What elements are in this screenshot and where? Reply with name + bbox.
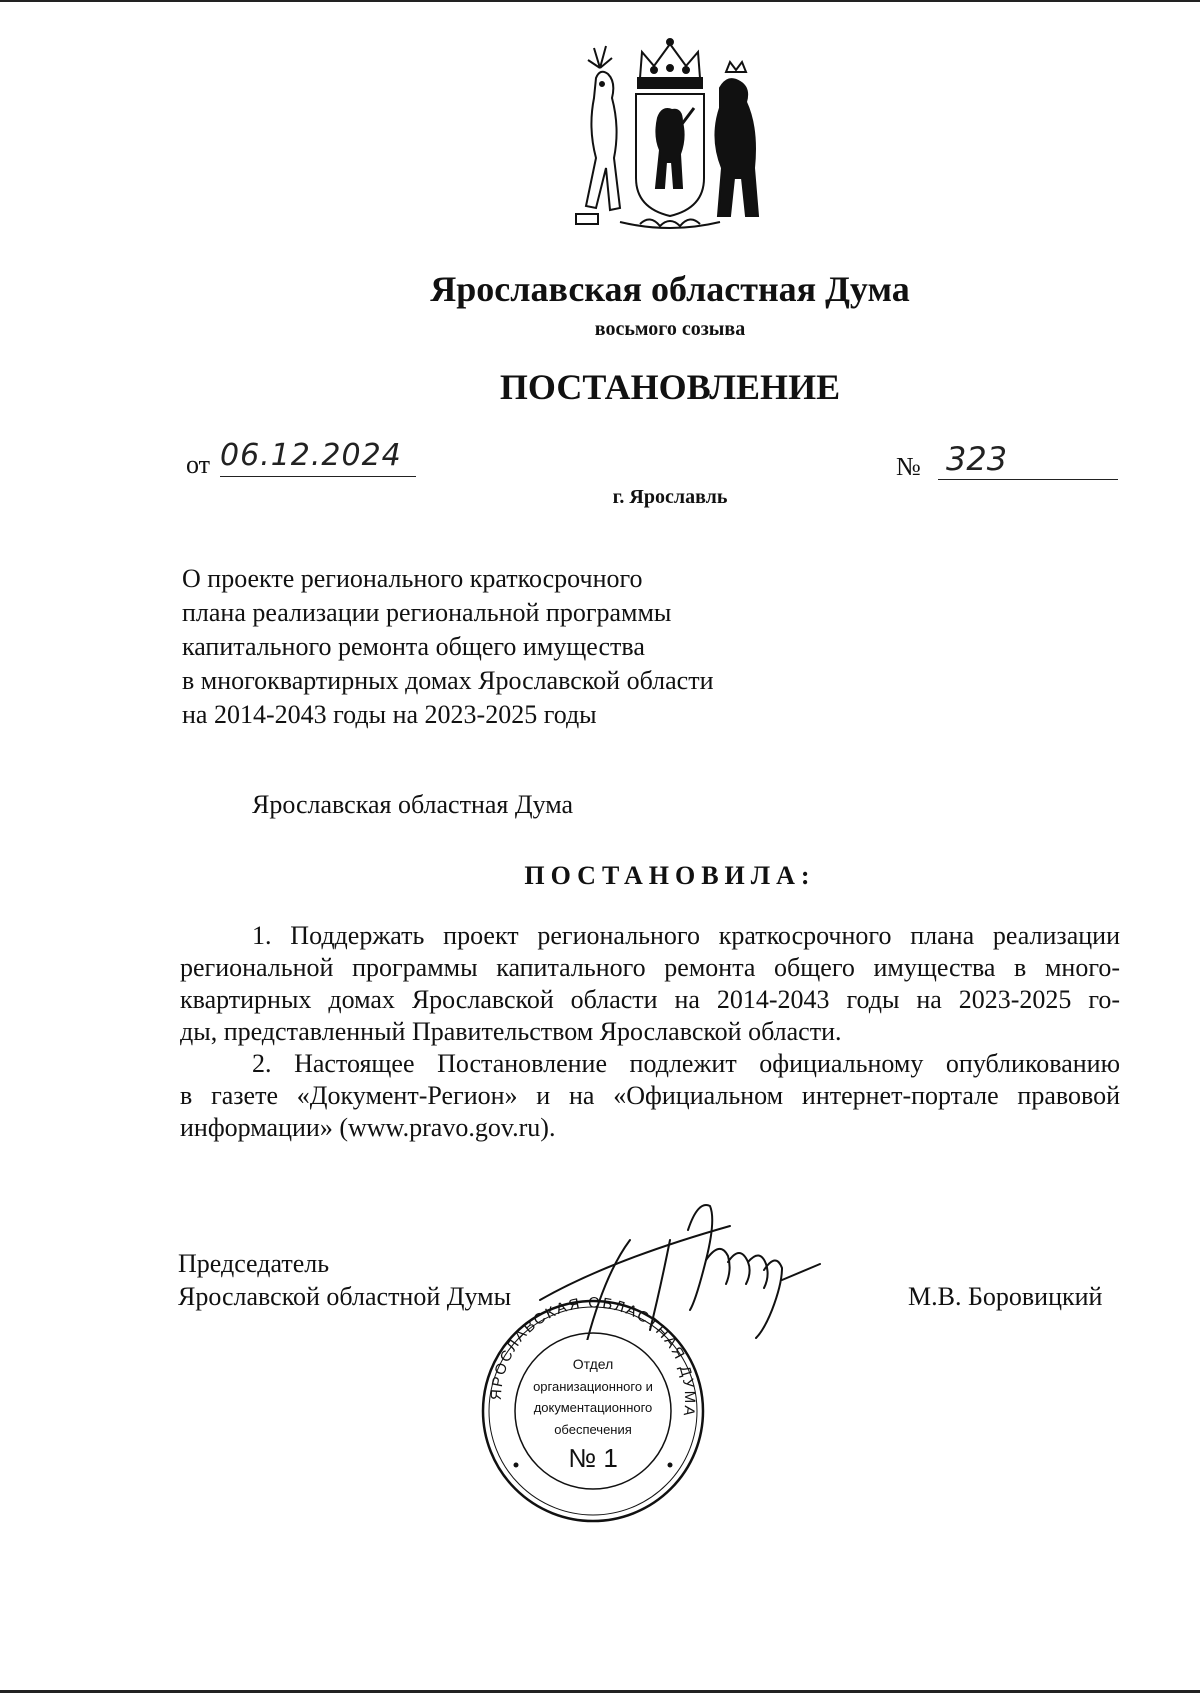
signatory-position-line-1: Председатель [178, 1249, 330, 1278]
subject-line: О проекте регионального краткосрочного [182, 564, 643, 593]
paragraph-2 [180, 1048, 1120, 1144]
signatory-position-line-2: Ярославской областной Думы [178, 1282, 512, 1311]
paragraph-line: 1. Поддержать проект регионального краткосрочного плана реализации [252, 921, 1120, 950]
paragraph-line: квартирных домах Ярославской области на 2014-2043 годы на 2023-2025 го- [180, 985, 1120, 1014]
paragraph-line: 2. Настоящее Постановление подлежит официальному опубликованию [252, 1049, 1120, 1078]
signatory-name: М.В. Боровицкий [908, 1282, 1103, 1311]
subject-line: плана реализации региональной программы [182, 598, 672, 627]
convocation-subtitle: восьмого созыва [594, 318, 746, 340]
paragraph-1 [180, 920, 1120, 1048]
bottom-border-line [0, 1690, 1200, 1693]
signature-icon [520, 1200, 900, 1340]
subject-line: на 2014-2043 годы на 2023-2025 годы [182, 700, 597, 729]
document-subject [182, 562, 822, 732]
seal-line-2: организационного и [533, 1379, 653, 1394]
paragraph-line: ды, представленный Правительством Ярославской области. [180, 1017, 842, 1046]
seal-line-4: обеспечения [554, 1422, 632, 1437]
subject-line: в многоквартирных домах Ярославской области [182, 666, 714, 695]
paragraph-line: в газете «Документ-Регион» и на «Официальном интернет-портале правовой [180, 1081, 1120, 1110]
document-type-heading: ПОСТАНОВЛЕНИЕ [499, 367, 841, 407]
resolution-body [180, 920, 1120, 1144]
paragraph-line: региональной программы капитального ремонта общего имущества в много- [180, 953, 1120, 982]
coat-of-arms-icon [570, 38, 770, 238]
preamble: Ярославская областная Дума [252, 790, 574, 819]
place-of-issue: г. Ярославль [612, 486, 728, 508]
date-handwritten: 06.12.2024 [220, 438, 416, 477]
seal-ring-text: ЯРОСЛАВСКАЯ ОБЛАСТНАЯ ДУМА [487, 1295, 699, 1419]
top-border-line [0, 0, 1200, 2]
number-handwritten: 323 [938, 440, 1118, 480]
date-label: от [186, 450, 211, 479]
number-label: № [896, 452, 921, 481]
organization-title: Ярославская областная Дума [430, 269, 910, 309]
seal-number: № 1 [568, 1443, 618, 1473]
resolved-heading: ПОСТАНОВИЛА: [524, 861, 816, 890]
paragraph-line: информации» (www.pravo.gov.ru). [180, 1113, 556, 1142]
seal-line-3: документационного [533, 1400, 653, 1415]
seal-line-1: Отдел [572, 1356, 614, 1372]
subject-line: капитального ремонта общего имущества [182, 632, 645, 661]
